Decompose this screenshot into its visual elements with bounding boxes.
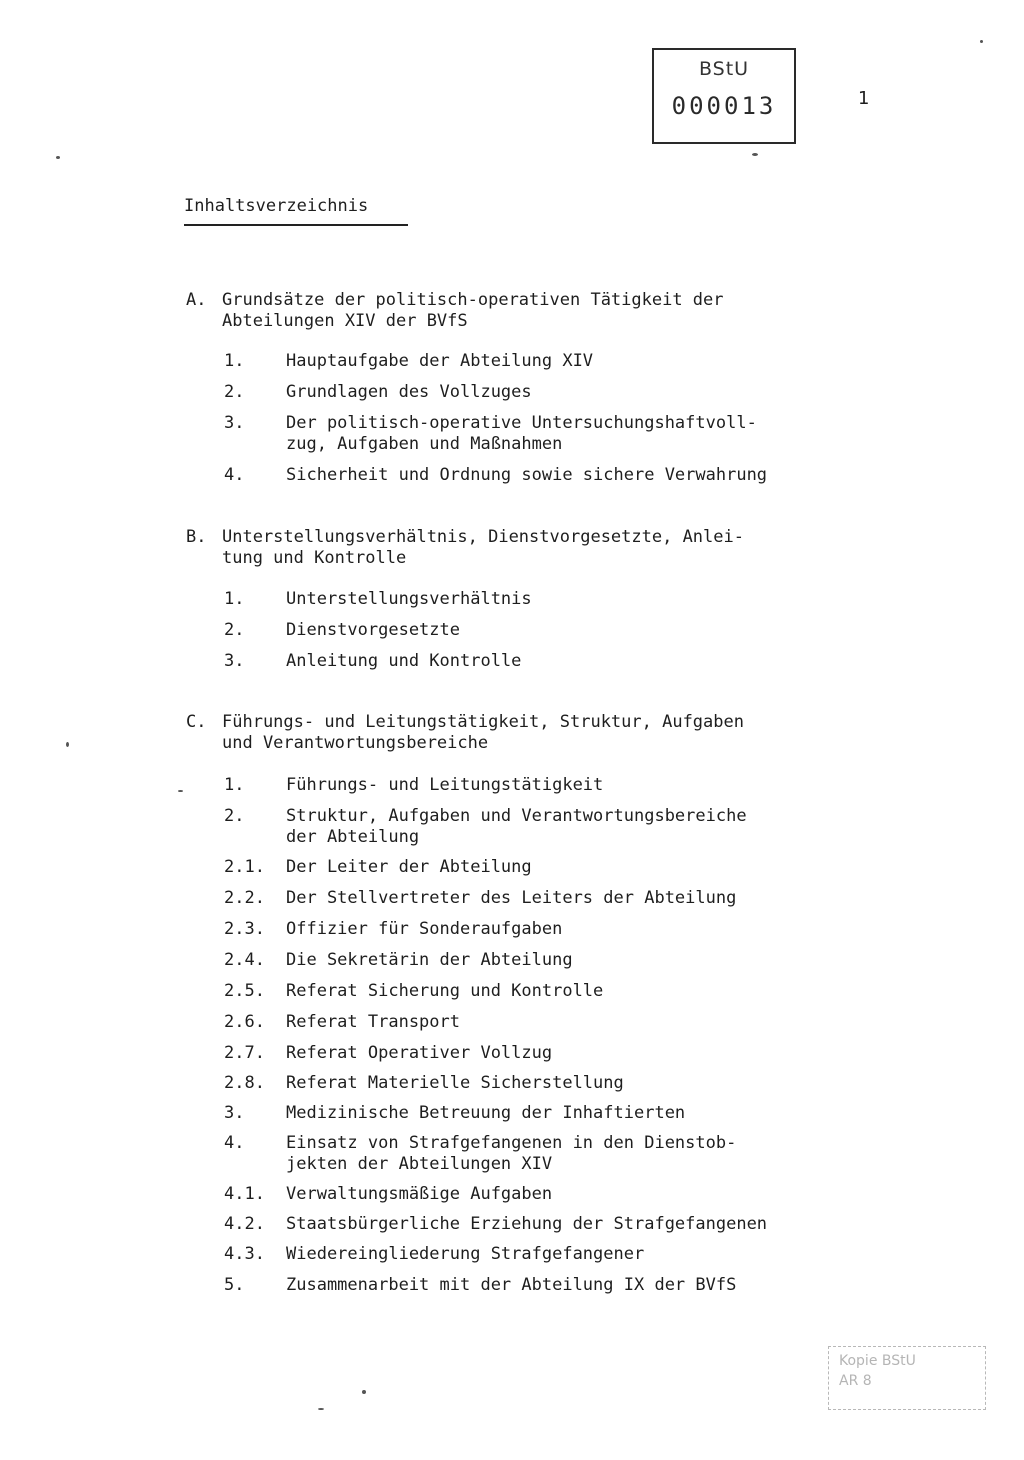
scan-speck — [980, 40, 983, 43]
toc-item-label: Referat Operativer Vollzug — [286, 1043, 553, 1063]
copy-stamp — [828, 1346, 986, 1410]
toc-item-label: Unterstellungsverhältnis — [286, 589, 532, 609]
toc-item-number: 3. — [224, 651, 245, 671]
toc-item-label: Dienstvorgesetzte — [286, 620, 460, 640]
toc-item-label: Der Stellvertreter des Leiters der Abteilung — [286, 888, 737, 908]
section-b-letter: B. — [186, 527, 207, 547]
toc-item-number: 3. — [224, 1103, 245, 1123]
scan-speck — [752, 153, 758, 156]
toc-item-label: Referat Transport — [286, 1012, 460, 1032]
toc-item-number: 1. — [224, 589, 245, 609]
stamp-number: 000013 — [671, 92, 777, 120]
toc-item-label: Der politisch-operative Untersuchungshaftvoll- — [286, 413, 757, 433]
section-a-letter: A. — [186, 290, 207, 310]
toc-item-number: 4. — [224, 465, 245, 485]
toc-item-number: 2.5. — [224, 981, 265, 1001]
page-number: 1 — [858, 88, 870, 109]
toc-item-label: Staatsbürgerliche Erziehung der Strafgefangenen — [286, 1214, 768, 1234]
scan-speck — [66, 742, 69, 747]
toc-item-label: Zusammenarbeit mit der Abteilung IX der BVfS — [286, 1275, 737, 1295]
toc-item-label: Struktur, Aufgaben und Verantwortungsbereiche — [286, 806, 747, 826]
scan-speck — [56, 156, 60, 159]
toc-item-label: Referat Sicherung und Kontrolle — [286, 981, 604, 1001]
toc-item-label-continued: jekten der Abteilungen XIV — [286, 1154, 553, 1174]
toc-item-label: Die Sekretärin der Abteilung — [286, 950, 573, 970]
toc-item-label-continued: der Abteilung — [286, 827, 420, 847]
archive-stamp — [652, 48, 796, 144]
section-c-letter: C. — [186, 712, 207, 732]
copy-stamp-line1: Kopie BStU — [839, 1353, 916, 1369]
toc-item-number: 2. — [224, 806, 245, 826]
toc-item-label: Hauptaufgabe der Abteilung XIV — [286, 351, 594, 371]
toc-item-label: Wiedereingliederung Strafgefangener — [286, 1244, 645, 1264]
toc-item-label: Medizinische Betreuung der Inhaftierten — [286, 1103, 686, 1123]
toc-item-number: 4.2. — [224, 1214, 265, 1234]
toc-item-number: 2.6. — [224, 1012, 265, 1032]
section-c-title-line2: und Verantwortungsbereiche — [222, 733, 489, 753]
toc-item-label: Grundlagen des Vollzuges — [286, 382, 532, 402]
section-b-title-line2: tung und Kontrolle — [222, 548, 407, 568]
toc-item-label: Sicherheit und Ordnung sowie sichere Verwahrung — [286, 465, 768, 485]
scan-speck — [362, 1390, 366, 1394]
toc-item-number: 4.1. — [224, 1184, 265, 1204]
toc-item-number: 2.8. — [224, 1073, 265, 1093]
stamp-org: BStU — [698, 58, 750, 80]
toc-item-number: 5. — [224, 1275, 245, 1295]
toc-item-number: 2.3. — [224, 919, 265, 939]
toc-item-number: 2.2. — [224, 888, 265, 908]
toc-item-label-continued: zug, Aufgaben und Maßnahmen — [286, 434, 563, 454]
section-c-title-line1: Führungs- und Leitungstätigkeit, Struktur, Aufgaben — [222, 712, 744, 732]
toc-item-label: Der Leiter der Abteilung — [286, 857, 532, 877]
toc-item-number: 1. — [224, 775, 245, 795]
toc-item-label: Referat Materielle Sicherstellung — [286, 1073, 624, 1093]
toc-title: Inhaltsverzeichnis — [184, 196, 408, 226]
scan-speck — [178, 790, 183, 792]
section-a-title-line2: Abteilungen XIV der BVfS — [222, 311, 468, 331]
toc-item-number: 4.3. — [224, 1244, 265, 1264]
toc-item-label: Anleitung und Kontrolle — [286, 651, 522, 671]
section-b-title-line1: Unterstellungsverhältnis, Dienstvorgesetzte, Anlei- — [222, 527, 744, 547]
toc-item-label: Einsatz von Strafgefangenen in den Dienstob- — [286, 1133, 737, 1153]
toc-item-label: Führungs- und Leitungstätigkeit — [286, 775, 604, 795]
toc-item-number: 2.7. — [224, 1043, 265, 1063]
scan-speck — [318, 1408, 324, 1410]
toc-item-label: Verwaltungsmäßige Aufgaben — [286, 1184, 553, 1204]
toc-item-number: 3. — [224, 413, 245, 433]
section-a-title-line1: Grundsätze der politisch-operativen Tätigkeit der — [222, 290, 724, 310]
toc-item-number: 2.4. — [224, 950, 265, 970]
toc-item-label: Offizier für Sonderaufgaben — [286, 919, 563, 939]
toc-item-number: 2. — [224, 382, 245, 402]
copy-stamp-line2: AR 8 — [839, 1373, 872, 1389]
toc-item-number: 1. — [224, 351, 245, 371]
toc-item-number: 4. — [224, 1133, 245, 1153]
toc-item-number: 2. — [224, 620, 245, 640]
toc-item-number: 2.1. — [224, 857, 265, 877]
